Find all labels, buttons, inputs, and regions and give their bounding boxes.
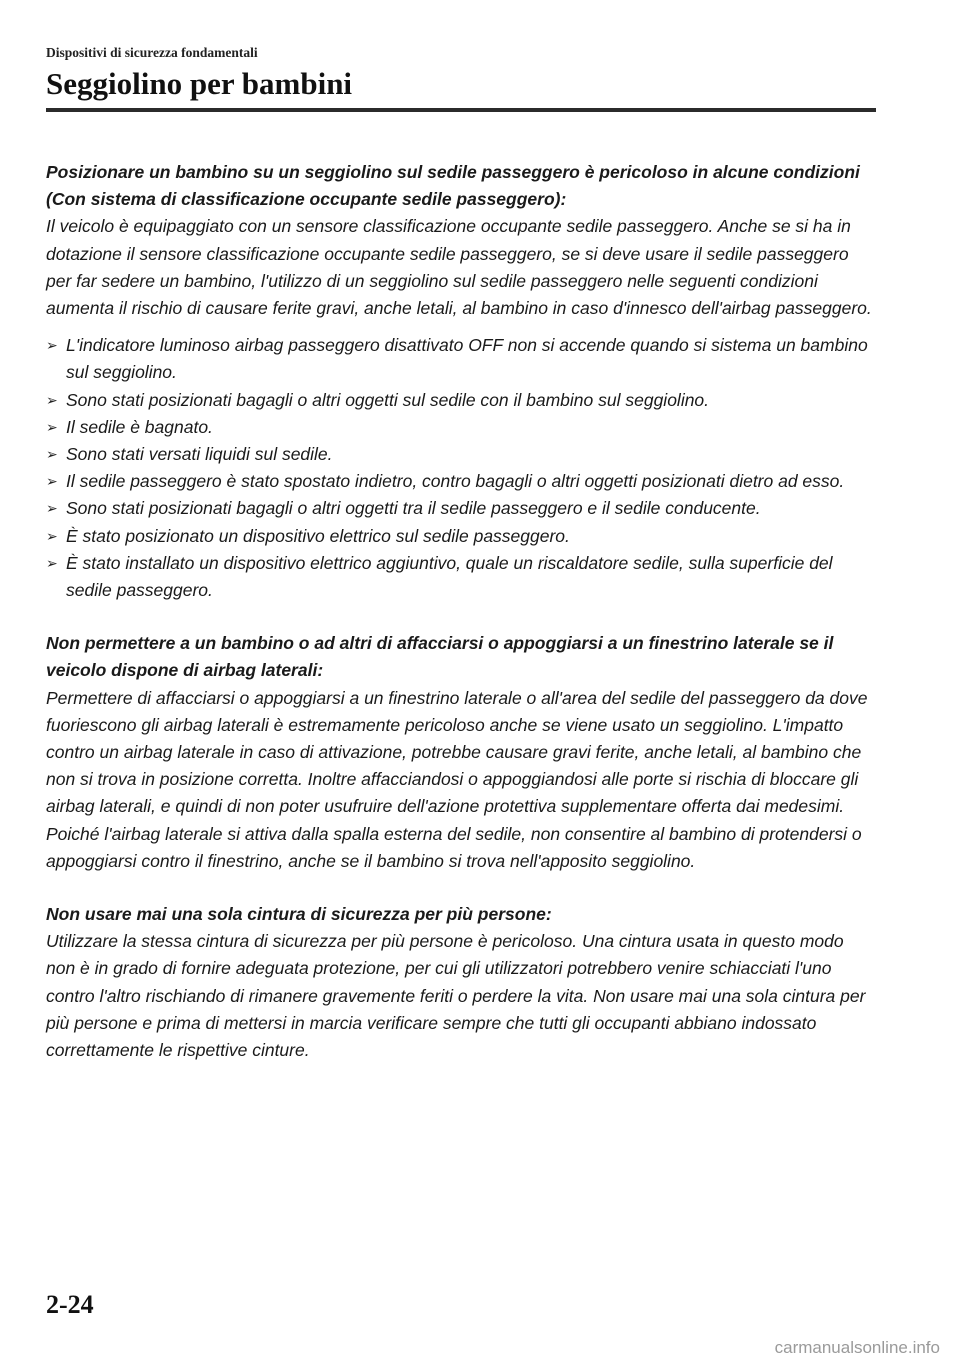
watermark: carmanualsonline.info bbox=[774, 1338, 940, 1357]
title-divider bbox=[46, 108, 876, 112]
arrow-bullet-icon: ➢ bbox=[46, 418, 58, 435]
arrow-bullet-icon: ➢ bbox=[46, 337, 58, 354]
arrow-bullet-icon: ➢ bbox=[46, 527, 58, 544]
page-number: 2-24 bbox=[46, 1290, 94, 1319]
warning-block-seat-belt bbox=[46, 901, 876, 1064]
arrow-bullet-icon: ➢ bbox=[46, 473, 58, 490]
conditions-list bbox=[46, 332, 876, 604]
list-item: ➢ È stato posizionato un dispositivo elettrico sul sedile passeggero. bbox=[46, 523, 876, 550]
section-label: Dispositivi di sicurezza fondamentali bbox=[46, 45, 258, 60]
warning-content bbox=[46, 159, 876, 1064]
page-header bbox=[46, 44, 876, 112]
warning-title: Posizionare un bambino su un seggiolino sul sedile passeggero è pericoloso in alcune condizioni (Con sistema di classificazione occupante sedile passeggero): bbox=[46, 162, 860, 210]
list-item: ➢ Sono stati versati liquidi sul sedile. bbox=[46, 441, 876, 468]
warning-title: Non permettere a un bambino o ad altri di affacciarsi o appoggiarsi a un finestrino laterale se il veicolo dispone di airbag laterali: bbox=[46, 633, 834, 681]
warning-body: Permettere di affacciarsi o appoggiarsi a un finestrino laterale o all'area del sedile del passeggero da dove fuoriescono gli airbag laterali è estremamente pericoloso anche se viene usato un seggiolino. L'impatto contro un airbag laterale in caso di attivazione, potrebbe causare gravi ferite, anche letali, al bambino che non si trova in posizione corretta. Inoltre affacciandosi o appoggiandosi alle porte si rischia di bloccare gli airbag laterali, e quindi di non poter usufruire dell'azione protettiva supplementare offerta dai medesimi. Poiché l'airbag laterale si attiva dalla spalla esterna del sedile, non consentire al bambino di protendersi o appoggiarsi contro il finestrino, anche se il bambino si trova nell'apposito seggiolino. bbox=[46, 687, 868, 871]
list-item: ➢ L'indicatore luminoso airbag passeggero disattivato OFF non si accende quando si sistema un bambino sul seggiolino. bbox=[46, 332, 876, 386]
arrow-bullet-icon: ➢ bbox=[46, 554, 58, 571]
arrow-bullet-icon: ➢ bbox=[46, 500, 58, 517]
arrow-bullet-icon: ➢ bbox=[46, 391, 58, 408]
warning-body: Il veicolo è equipaggiato con un sensore classificazione occupante sedile passeggero. Anche se si ha in dotazione il sensore classificazione occupante sedile passeggero, se si deve usare il sedile passeggero per far sedere un bambino, l'utilizzo di un seggiolino sul sedile passeggero nelle seguenti condizioni aumenta il rischio di causare ferite gravi, anche letali, al bambino in caso d'innesco dell'airbag passeggero. bbox=[46, 216, 872, 319]
arrow-bullet-icon: ➢ bbox=[46, 446, 58, 463]
list-item: ➢ Il sedile passeggero è stato spostato indietro, contro bagagli o altri oggetti posizionati dietro ad esso. bbox=[46, 468, 876, 495]
list-item: ➢ Sono stati posizionati bagagli o altri oggetti tra il sedile passeggero e il sedile conducente. bbox=[46, 495, 876, 522]
page-title: Seggiolino per bambini bbox=[46, 66, 353, 101]
list-item: ➢ Sono stati posizionati bagagli o altri oggetti sul sedile con il bambino sul seggiolino. bbox=[46, 387, 876, 414]
warning-title: Non usare mai una sola cintura di sicurezza per più persone: bbox=[46, 904, 552, 925]
warning-body: Utilizzare la stessa cintura di sicurezza per più persone è pericoloso. Una cintura usata in questo modo non è in grado di fornire adeguata protezione, per cui gli utilizzatori potrebbero venire schiacciati l'uno contro l'altro rischiando di rimanere gravemente feriti o perdere la vita. Non usare mai una sola cintura per più persone e prima di mettersi in marcia verificare sempre che tutti gli occupanti abbiano indossato correttamente le rispettive cinture. bbox=[46, 931, 866, 1061]
list-item: ➢ È stato installato un dispositivo elettrico aggiuntivo, quale un riscaldatore sedile, sulla superficie del sedile passeggero. bbox=[46, 550, 876, 604]
warning-block-passenger-seat bbox=[46, 159, 876, 604]
list-item: ➢ Il sedile è bagnato. bbox=[46, 414, 876, 441]
warning-block-side-window bbox=[46, 630, 876, 875]
